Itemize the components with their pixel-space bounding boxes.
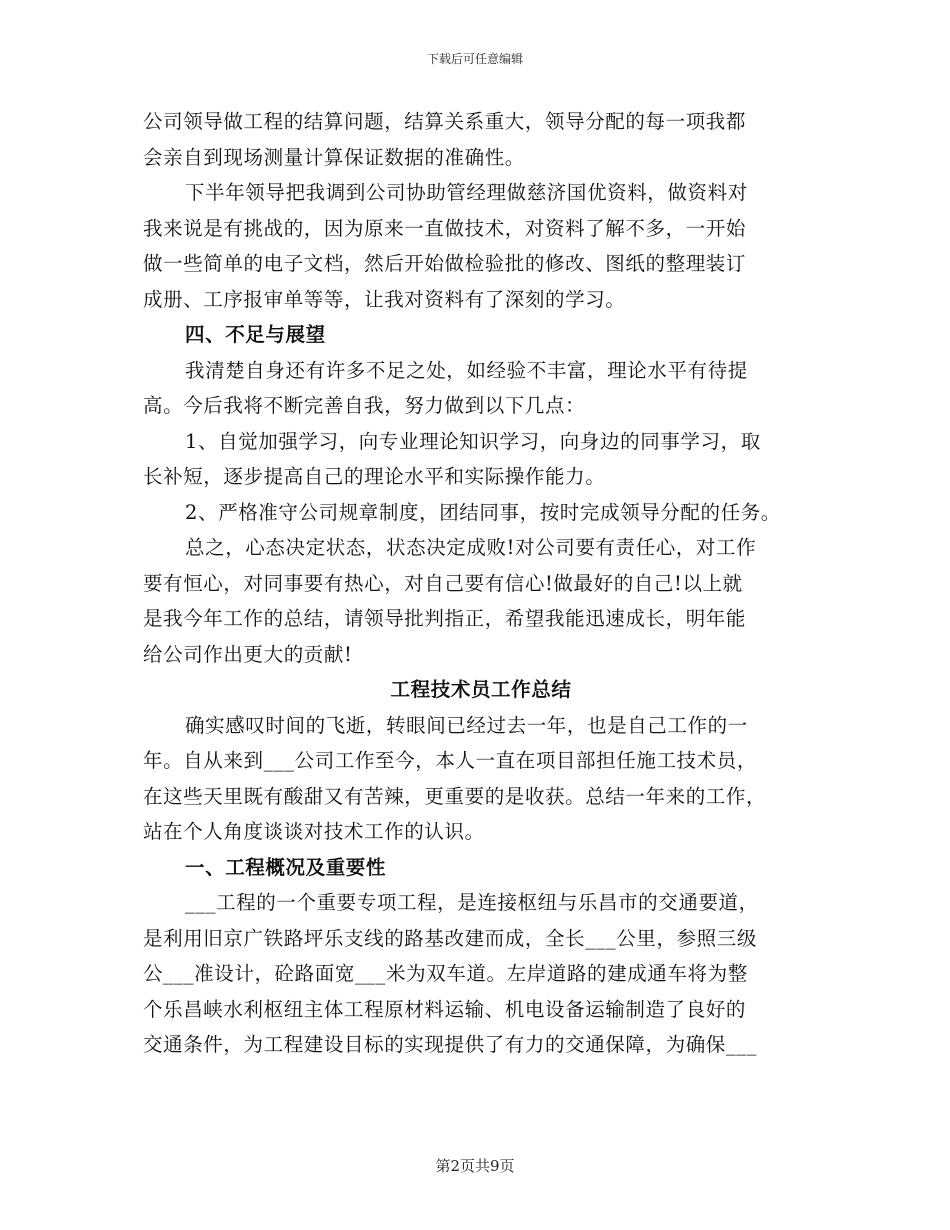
body-text-line: 在这些天里既有酸甜又有苦辣，更重要的是收获。总结一年来的工作， — [143, 784, 767, 808]
body-text-line: 站在个人角度谈谈对技术工作的认识。 — [143, 820, 485, 843]
body-text-line: ___工程的一个重要专项工程，是连接枢纽与乐昌市的交通要道， — [185, 891, 759, 914]
body-text-line: 会亲自到现场测量计算保证数据的准确性。 — [143, 145, 525, 169]
body-text-line: 是我今年工作的总结，请领导批判指正，希望我能迅速成长，明年能 — [143, 607, 747, 630]
body-text-line: 公司领导做工程的结算问题，结算关系重大，领导分配的每一项我都 — [143, 110, 747, 133]
body-text-line: 成册、工序报审单等等，让我对资料有了深刻的学习。 — [143, 287, 626, 311]
body-text-line: 下半年领导把我调到公司协助管经理做慈济国优资料，做资料对 — [185, 181, 748, 204]
body-text-line: 个乐昌峡水利枢纽主体工程原材料运输、机电设备运输制造了良好的 — [143, 997, 747, 1021]
body-text-line: 总之，心态决定状态，状态决定成败!对公司要有责任心，对工作 — [185, 536, 757, 559]
body-text-line: 我来说是有挑战的，因为原来一直做技术，对资料了解不多，一开始 — [143, 216, 747, 240]
document-body — [143, 104, 819, 1063]
body-text-line: 年。自从来到___公司工作至今，本人一直在项目部担任施工技术员， — [143, 749, 757, 772]
body-text-line: 1、自觉加强学习，向专业理论知识学习，向身边的同事学习，取 — [185, 429, 761, 453]
section-heading: 四、不足与展望 — [185, 323, 326, 346]
body-text-line: 高。今后我将不断完善自我，努力做到以下几点： — [143, 394, 586, 417]
page-footer: 第2页共9页 — [435, 1157, 515, 1175]
body-text-line: 交通条件，为工程建设目标的实现提供了有力的交通保障，为确保___ — [143, 1033, 757, 1056]
body-text-line: 要有恒心，对同事要有热心，对自己要有信心!做最好的自己!以上就 — [143, 571, 743, 595]
body-text-line: 确实感叹时间的飞逝，转眼间已经过去一年，也是自己工作的一 — [185, 713, 748, 737]
section-title: 工程技术员工作总结 — [390, 678, 572, 701]
page-header: 下载后可任意编辑 — [426, 52, 523, 66]
section-heading: 一、工程概况及重要性 — [185, 855, 387, 879]
body-text-line: 我清楚自身还有许多不足之处，如经验不丰富，理论水平有待提 — [185, 358, 748, 382]
body-text-line: 做一些简单的电子文档，然后开始做检验批的修改、图纸的整理装订 — [143, 252, 747, 275]
body-text-line: 公___准设计，砼路面宽___米为双车道。左岸道路的建成通车将为整 — [143, 962, 748, 985]
body-text-line: 是利用旧京广铁路坪乐支线的路基改建而成，全长___公里，参照三级 — [143, 926, 757, 950]
body-text-line: 2、严格准守公司规章制度，团结同事，按时完成领导分配的任务。 — [185, 500, 781, 524]
body-text-line: 给公司作出更大的贡献! — [143, 642, 353, 666]
body-text-line: 长补短，逐步提高自己的理论水平和实际操作能力。 — [143, 465, 606, 488]
